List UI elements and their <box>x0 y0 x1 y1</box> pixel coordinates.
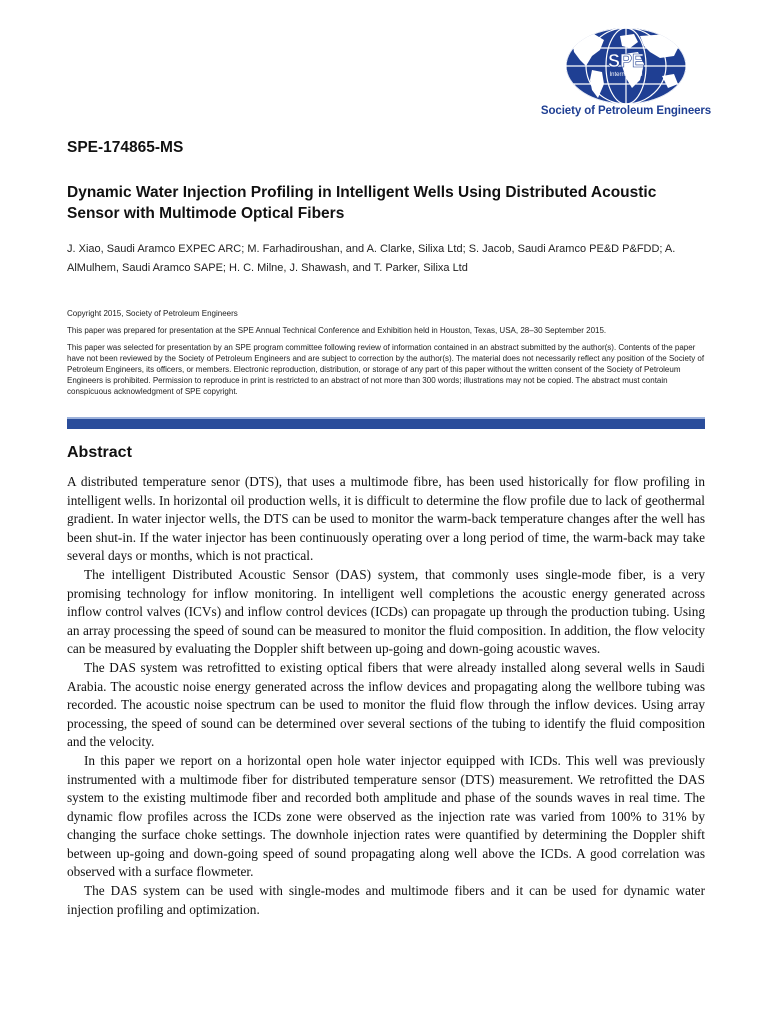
logo-acronym: SPE <box>607 51 645 71</box>
abstract-paragraph: In this paper we report on a horizontal open hole water injector equipped with ICDs. This well was previously instrumented with a multimode fiber for distributed temperature sensor (DTS) measurement. We retrofitted the DAS system to the existing multimode fiber and recorded both amplitude and phase of the sounds waves in real time. The dynamic flow profiles across the ICDs zone were observed as the injection rate was varied from 100% to 31% by changing the surface choke settings. The downhole injection rates were quantified by determining the Doppler shift between up-going and down-going speed of sound propagating along well above the ICDs. A good correlation was observed with a surface flowmeter. <box>67 752 705 880</box>
paper-id: SPE-174865-MS <box>67 139 184 156</box>
logo-subtitle: International <box>609 72 643 78</box>
globe-icon <box>564 26 688 106</box>
abstract-paragraph: A distributed temperature senor (DTS), that uses a multimode fibre, has been used historically for flow profiling in intelligent wells. In horizontal oil production wells, it is difficult to determine the flow profile due to lack of geothermal gradient. In water injector wells, the DTS can be used to monitor the warm-back temperature changes after the well has been shut-in. If the water injector has been continuously operating over a long period of time, the warm-back may take several days or months, which is not practical. <box>67 474 705 564</box>
section-divider <box>67 419 705 429</box>
abstract-paragraph: The intelligent Distributed Acoustic Sensor (DAS) system, that commonly uses single-mode fiber, is a very promising technology for inflow monitoring. In intelligent well completions the acoustic energy generated across inflow control valves (ICVs) and inflow control devices (ICDs) can propagate up through the production tubing. Using an array processing the speed of sound can be measured to monitor the fluid composition. In addition, the flow velocity can be measured by evaluating the Doppler shift between up-going and down-going acoustic waves. <box>67 566 705 657</box>
copyright-block <box>67 308 707 403</box>
abstract-paragraph: The DAS system was retrofitted to existing optical fibers that were already installed along several wells in Saudi Arabia. The acoustic noise energy generated across the inflow devices and propagating along the wellbore tubing was recorded. The acoustic noise spectrum can be used to monitor the fluid flow through the inflow devices. Using array processing, the speed of sound can be determined over several sections of the tubing to identify the fluid composition and the velocity. <box>67 659 705 750</box>
abstract-heading: Abstract <box>67 444 132 461</box>
paper-title: Dynamic Water Injection Profiling in Intelligent Wells Using Distributed Acoustic Sensor with Multimode Optical Fibers <box>67 184 657 222</box>
author-list: J. Xiao, Saudi Aramco EXPEC ARC; M. Farhadiroushan, and A. Clarke, Silixa Ltd; S. Jacob, Saudi Aramco PE&D P&FDD; A. AlMulhem, Saudi Aramco SAPE; H. C. Milne, J. Shawash, and T. Parker, Silixa Ltd <box>67 243 676 274</box>
presentation-note: This paper was prepared for presentation at the SPE Annual Technical Conference and Exhibition held in Houston, Texas, USA, 28–30 September 2015. <box>67 326 607 335</box>
abstract-body <box>67 473 705 919</box>
logo-organization-name: Society of Petroleum Engineers <box>540 105 712 117</box>
spe-logo <box>538 26 714 126</box>
abstract-paragraph: The DAS system can be used with single-modes and multimode fibers and it can be used for dynamic water injection profiling and optimization. <box>67 883 705 917</box>
copyright-line: Copyright 2015, Society of Petroleum Engineers <box>67 309 238 318</box>
copyright-notice: This paper was selected for presentation by an SPE program committee following review of information contained in an abstract submitted by the author(s). Contents of the paper have not been reviewed by the Society of Petroleum Engineers and are subject to correction by the author(s). The material does not necessarily reflect any position of the Society of Petroleum Engineers, its officers, or members. Electronic reproduction, distribution, or storage of any part of this paper without the written consent of the Society of Petroleum Engineers is prohibited. Permission to reproduce in print is restricted to an abstract of not more than 300 words; illustrations may not be copied. The abstract must contain conspicuous acknowledgment of SPE copyright. <box>67 343 705 396</box>
